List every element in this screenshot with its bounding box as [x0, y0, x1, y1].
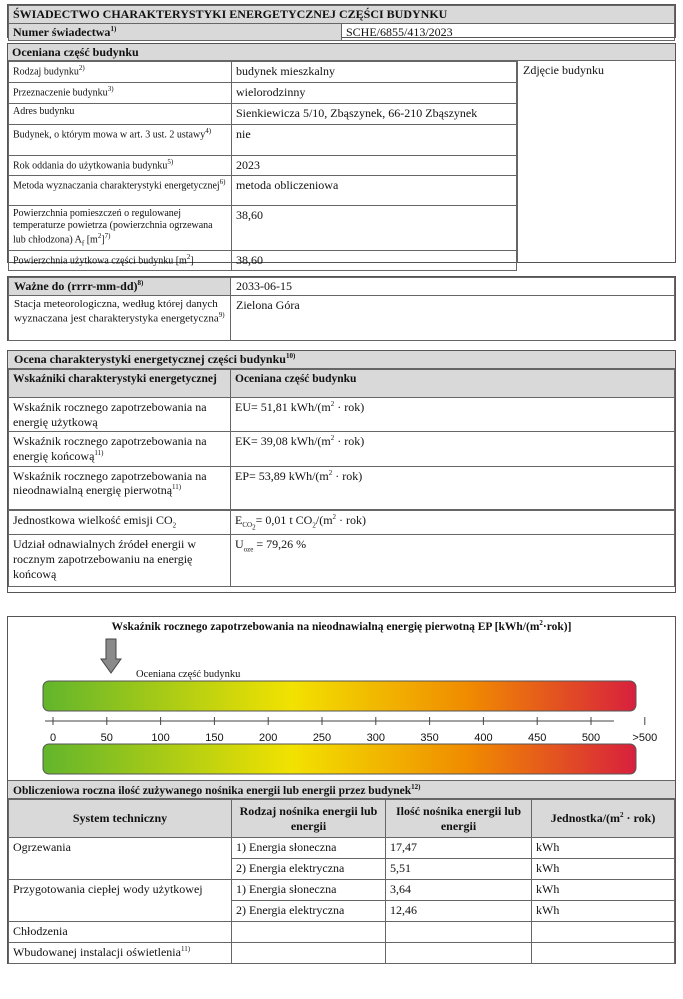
building-row — [9, 156, 517, 176]
evaluation-heading: Ocena charakterystyki energetycznej części budynku$^{10)}$ — [8, 351, 675, 369]
carrier-type — [232, 922, 386, 943]
indicator-row — [9, 432, 675, 466]
building-heading: Oceniana część budynku — [8, 44, 675, 61]
building-row-label: Metoda wyznaczania charakterystyki energetycznej$^{6)}$ — [9, 176, 232, 206]
carrier-row — [9, 880, 675, 901]
ep-scale-bar-bottom — [43, 744, 636, 774]
carrier-amount: 5,51 — [386, 859, 532, 880]
carrier-col-type: Rodzaj nośnika energii lub energii — [232, 800, 386, 838]
carrier-unit: kWh — [532, 859, 675, 880]
carrier-amount — [386, 922, 532, 943]
carrier-type: 1) Energia słoneczna — [232, 880, 386, 901]
carrier-type — [232, 943, 386, 964]
ep-scale-tick-label: 50 — [100, 732, 113, 744]
building-row-label: Przeznaczenie budynku$^{3)}$ — [9, 83, 232, 104]
ep-marker-arrow — [101, 639, 121, 673]
ep-scale-tick-label: 350 — [420, 732, 439, 744]
certificate-title: ŚWIADECTWO CHARAKTERYSTYKI ENERGETYCZNEJ CZĘŚCI BUDYNKU — [9, 6, 675, 24]
weather-station-label: Stacja meteorologiczna, według której danych wyznaczana jest charakterystyka energetyczna$^{9)}$ — [9, 296, 231, 341]
indicator-value: EK= 39,08 kWh/$(m^2 \cdot rok)$ — [231, 432, 675, 466]
building-row-value: nie — [232, 125, 517, 156]
ep-scale-tick-label: 450 — [528, 732, 547, 744]
carrier-system-name: Chłodzenia — [9, 922, 232, 943]
building-table — [8, 61, 517, 271]
evaluation-section — [7, 350, 676, 593]
building-row-label: Rok oddania do użytkowania budynku$^{5)}$ — [9, 156, 232, 176]
building-row — [9, 104, 517, 125]
building-row-value: wielorodzinny — [232, 83, 517, 104]
building-row-value: metoda obliczeniowa — [232, 176, 517, 206]
building-row — [9, 251, 517, 271]
carrier-col-system: System techniczny — [9, 800, 232, 838]
building-row-label: Adres budynku — [9, 104, 232, 125]
validity-section — [7, 276, 676, 341]
ep-scale-tick-label: 0 — [49, 732, 57, 744]
certificate-header — [7, 4, 676, 38]
ep-and-carrier-section — [7, 616, 676, 964]
carrier-amount: 17,47 — [386, 838, 532, 859]
building-row — [9, 206, 517, 251]
carrier-amount — [386, 943, 532, 964]
carrier-system-name: Ogrzewania — [9, 838, 232, 880]
carrier-row — [9, 922, 675, 943]
building-row — [9, 83, 517, 104]
ep-marker-label: Oceniana część budynku — [136, 669, 241, 680]
indicator-row — [9, 466, 675, 510]
ep-scale-tick-label: 400 — [474, 732, 493, 744]
indicator-value: EU= 51,81 kWh/$(m^2 \cdot rok)$ — [231, 398, 675, 432]
indicator-row — [9, 398, 675, 432]
building-section — [7, 43, 676, 268]
co2-emission-label: Jednostkowa wielkość emisji $CO_2$ — [9, 510, 231, 535]
carrier-type: 1) Energia słoneczna — [232, 838, 386, 859]
carrier-system-name: Przygotowania ciepłej wody użytkowej — [9, 880, 232, 922]
building-row-value: 2023 — [232, 156, 517, 176]
carrier-row — [9, 838, 675, 859]
building-row-label: Powierzchnia użytkowa części budynku $[m^2]$ — [9, 251, 232, 271]
carrier-unit — [532, 943, 675, 964]
building-row-value: 38,60 — [232, 251, 517, 271]
weather-station-value: Zielona Góra — [231, 296, 675, 341]
building-row-label: Budynek, o którym mowa w art. 3 ust. 2 ustawy$^{4)}$ — [9, 125, 232, 156]
indicator-value: EP= 53,89 kWh/$(m^2 \cdot rok)$ — [231, 466, 675, 510]
renewable-share-value: $U_{oze} = 79,26$ % — [231, 535, 675, 587]
ep-scale-graphic — [8, 635, 675, 785]
indicators-column-header: Wskaźniki charakterystyki energetycznej — [9, 370, 231, 398]
carrier-heading: Obliczeniowa roczna ilość zużywanego nośnika energii lub energii przez budynek$^{12)}$ — [8, 780, 675, 799]
carrier-row — [9, 943, 675, 964]
building-row-value: Sienkiewicza 5/10, Zbąszynek, 66-210 Zbąszynek — [232, 104, 517, 125]
renewable-share-label: Udział odnawialnych źródeł energii w rocznym zapotrzebowaniu na energię końcową — [9, 535, 231, 587]
ep-scale-tick-label: 200 — [259, 732, 278, 744]
carrier-type: 2) Energia elektryczna — [232, 859, 386, 880]
building-photo-placeholder: Zdjęcie budynku — [517, 61, 675, 262]
carrier-unit — [532, 922, 675, 943]
building-row-label: Powierzchnia pomieszczeń o regulowanej temperaturze powietrza (powierzchnia ogrzewana lub chłodzona) $A_f$ $[m^2]^{7)}$ — [9, 206, 232, 251]
carrier-unit: kWh — [532, 838, 675, 859]
ep-scale-bar-top — [43, 681, 636, 711]
building-row — [9, 176, 517, 206]
carrier-unit: kWh — [532, 901, 675, 922]
building-row-value: 38,60 — [232, 206, 517, 251]
certificate-number-value: SCHE/6855/413/2023 — [342, 23, 675, 41]
evaluated-part-column-header: Oceniana część budynku — [231, 370, 675, 398]
ep-scale-tick-label: 500 — [581, 732, 601, 744]
indicator-label: Wskaźnik rocznego zapotrzebowania na nieodnawialną energię pierwotną$^{11)}$ — [9, 466, 231, 510]
ep-scale-title: Wskaźnik rocznego zapotrzebowania na nieodnawialną energię pierwotną EP $[kWh/(m^2\cdot rok)]$ — [111, 619, 572, 633]
carrier-unit: kWh — [532, 880, 675, 901]
carrier-col-amount: Ilość nośnika energii lub energii — [386, 800, 532, 838]
ep-scale-tick-label: >500 — [632, 732, 658, 744]
carrier-amount: 12,46 — [386, 901, 532, 922]
indicator-label: Wskaźnik rocznego zapotrzebowania na energię użytkową — [9, 398, 231, 432]
carrier-table — [8, 799, 675, 964]
building-row — [9, 125, 517, 156]
indicator-label: Wskaźnik rocznego zapotrzebowania na energię końcową$^{11)}$ — [9, 432, 231, 466]
co2-emission-value: $E_{CO_2}= 0,01$ t $CO_2/(m^2 \cdot rok)$ — [231, 510, 675, 535]
carrier-col-unit: Jednostka/$(m^2 \cdot rok)$ — [532, 800, 675, 838]
carrier-system-name: Wbudowanej instalacji oświetlenia$^{11)}$ — [9, 943, 232, 964]
ep-scale-tick-label: 150 — [205, 732, 224, 744]
carrier-type: 2) Energia elektryczna — [232, 901, 386, 922]
building-row-label: Rodzaj budynku$^{2)}$ — [9, 62, 232, 83]
carrier-amount: 3,64 — [386, 880, 532, 901]
ep-scale-tick-label: 250 — [312, 732, 332, 744]
valid-until-label: Ważne do (rrrr-mm-dd)$^{8)}$ — [9, 278, 231, 296]
carrier-block — [8, 780, 675, 964]
valid-until-value: 2033-06-15 — [231, 278, 675, 296]
ep-scale-tick-label: 100 — [151, 732, 170, 744]
certificate-number-label: Numer świadectwa$^{1)}$ — [9, 23, 342, 41]
building-row-value: budynek mieszkalny — [232, 62, 517, 83]
building-row — [9, 62, 517, 83]
ep-scale-tick-label: 300 — [366, 732, 385, 744]
